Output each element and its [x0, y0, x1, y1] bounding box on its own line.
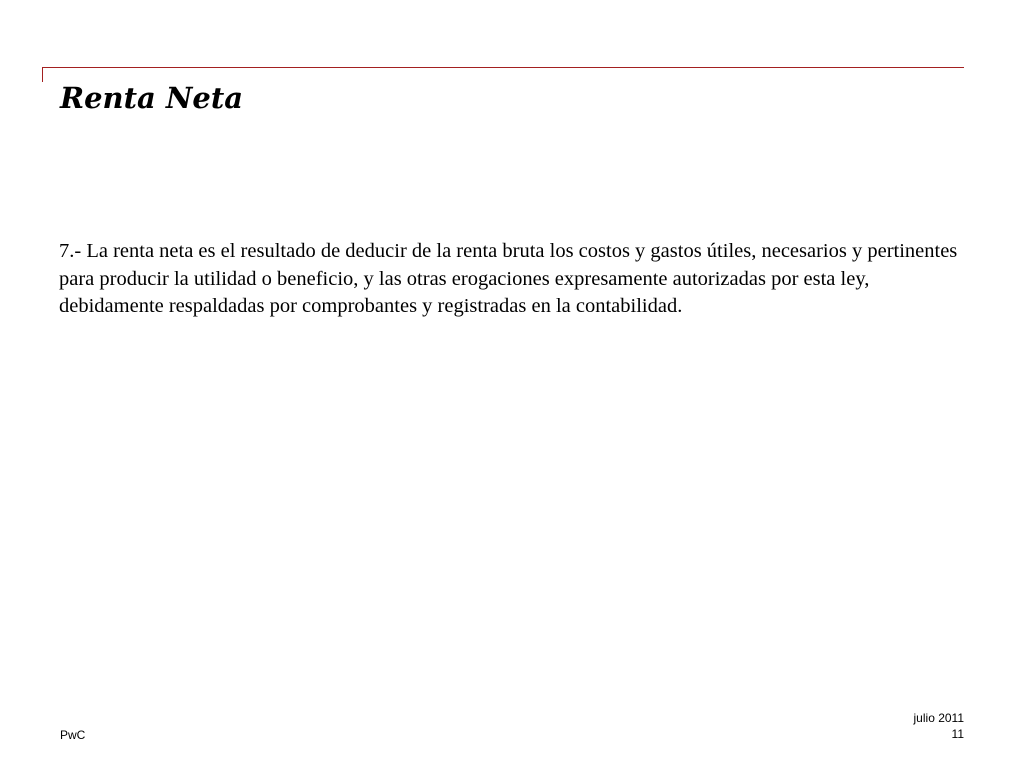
footer-meta — [914, 710, 964, 742]
footer-brand: PwC — [60, 728, 86, 742]
slide-title: Renta Neta — [60, 81, 244, 115]
title-divider-tick — [42, 67, 43, 82]
footer-page-number: 11 — [951, 727, 964, 741]
slide-body-text: 7.- La renta neta es el resultado de deducir de la renta bruta los costos y gastos útiles, necesarios y pertinentes para producir la utilidad o beneficio, y las otras erogaciones expresamente autorizadas por esta ley, debidamente respaldadas por comprobantes y registradas en la contabilidad. — [59, 240, 958, 317]
title-divider-line — [42, 67, 964, 68]
footer-date: julio 2011 — [913, 711, 964, 725]
